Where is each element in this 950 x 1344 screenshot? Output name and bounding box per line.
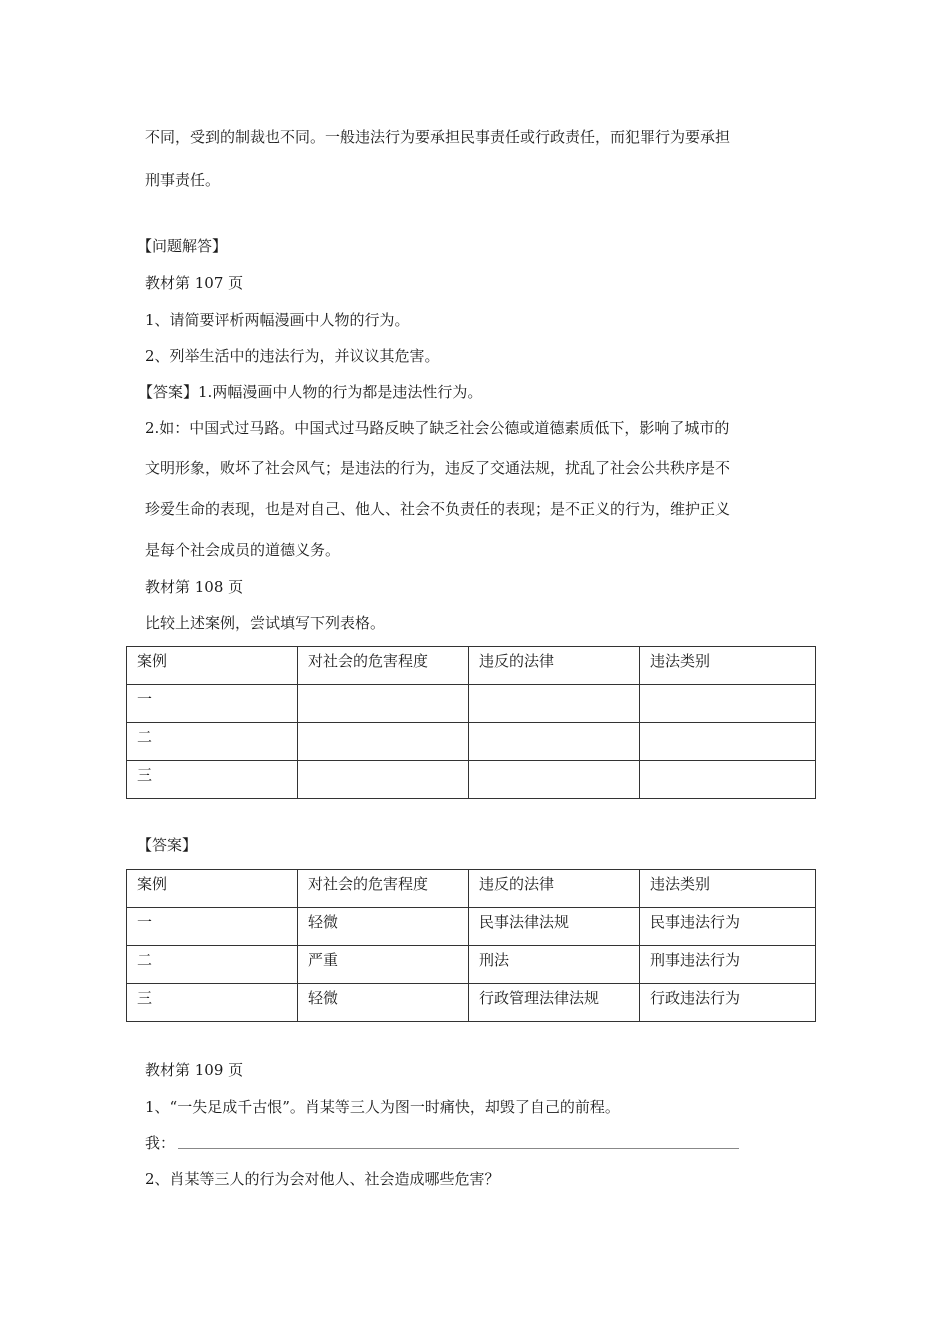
table-cell	[469, 761, 640, 799]
table-cell: 二	[127, 946, 298, 984]
table-row	[127, 723, 816, 761]
question-2: 2、列举生活中的违法行为，并议议其危害。	[145, 347, 440, 365]
question-1: 1、“一失足成千古恨”。肖某等三人为图一时痛快，却毁了自己的前程。	[145, 1098, 620, 1116]
table-header-row	[127, 647, 816, 685]
table-cell: 刑事违法行为	[640, 946, 816, 984]
table-header-cell: 违法类别	[640, 647, 816, 685]
page-reference: 教材第 108 页	[145, 578, 244, 596]
table-cell: 行政违法行为	[640, 984, 816, 1022]
paragraph-line: 不同，受到的制裁也不同。一般违法行为要承担民事责任或行政责任，而犯罪行为要承担	[145, 128, 731, 146]
answer-2-line: 文明形象，败坏了社会风气；是违法的行为，违反了交通法规，扰乱了社会公共秩序是不	[145, 459, 731, 477]
table-cell: 一	[127, 908, 298, 946]
table-header-cell: 案例	[127, 870, 298, 908]
blank-table	[126, 646, 816, 799]
answer-label: 【答案】	[138, 383, 199, 401]
answer-label: 【答案】	[137, 836, 198, 854]
page-reference: 教材第 107 页	[145, 274, 244, 292]
table-header-cell: 案例	[127, 647, 298, 685]
table-cell	[640, 761, 816, 799]
table-row	[127, 908, 816, 946]
paragraph-line: 刑事责任。	[145, 171, 221, 189]
table-header-cell: 违反的法律	[469, 870, 640, 908]
table-cell: 三	[127, 761, 298, 799]
table-cell	[298, 761, 469, 799]
table-row	[127, 946, 816, 984]
table-cell: 三	[127, 984, 298, 1022]
table-header-cell: 违法类别	[640, 870, 816, 908]
table-cell	[469, 723, 640, 761]
table-row	[127, 984, 816, 1022]
table-cell: 严重	[298, 946, 469, 984]
table-cell: 民事违法行为	[640, 908, 816, 946]
section-heading: 【问题解答】	[137, 237, 228, 255]
answer-text: 1.两幅漫画中人物的行为都是违法性行为。	[198, 383, 483, 401]
table-cell	[298, 723, 469, 761]
page-reference: 教材第 109 页	[145, 1061, 244, 1079]
table-cell	[640, 723, 816, 761]
table-header-row	[127, 870, 816, 908]
table-header-cell: 对社会的危害程度	[298, 870, 469, 908]
table-cell	[298, 685, 469, 723]
table-row	[127, 761, 816, 799]
instruction: 比较上述案例，尝试填写下列表格。	[145, 614, 386, 632]
question-1: 1、请简要评析两幅漫画中人物的行为。	[145, 311, 410, 329]
answer-2-line: 是每个社会成员的道德义务。	[145, 541, 341, 559]
answer-blank-line[interactable]	[178, 1148, 739, 1149]
table-cell: 一	[127, 685, 298, 723]
table-header-cell: 违反的法律	[469, 647, 640, 685]
table-row	[127, 685, 816, 723]
table-cell: 二	[127, 723, 298, 761]
answer-2-line: 珍爱生命的表现，也是对自己、他人、社会不负责任的表现；是不正义的行为，维护正义	[145, 500, 731, 518]
table-cell: 轻微	[298, 908, 469, 946]
answer-1	[138, 382, 482, 402]
table-cell: 行政管理法律法规	[469, 984, 640, 1022]
table-cell: 刑法	[469, 946, 640, 984]
table-cell: 民事法律法规	[469, 908, 640, 946]
table-cell: 轻微	[298, 984, 469, 1022]
question-2: 2、肖某等三人的行为会对他人、社会造成哪些危害？	[145, 1170, 500, 1188]
table-cell	[640, 685, 816, 723]
answer-2-line: 2.如：中国式过马路。中国式过马路反映了缺乏社会公德或道德素质低下，影响了城市的	[145, 419, 730, 437]
answer-prompt-label: 我：	[145, 1134, 176, 1152]
table-cell	[469, 685, 640, 723]
table-header-cell: 对社会的危害程度	[298, 647, 469, 685]
answer-table	[126, 869, 816, 1022]
